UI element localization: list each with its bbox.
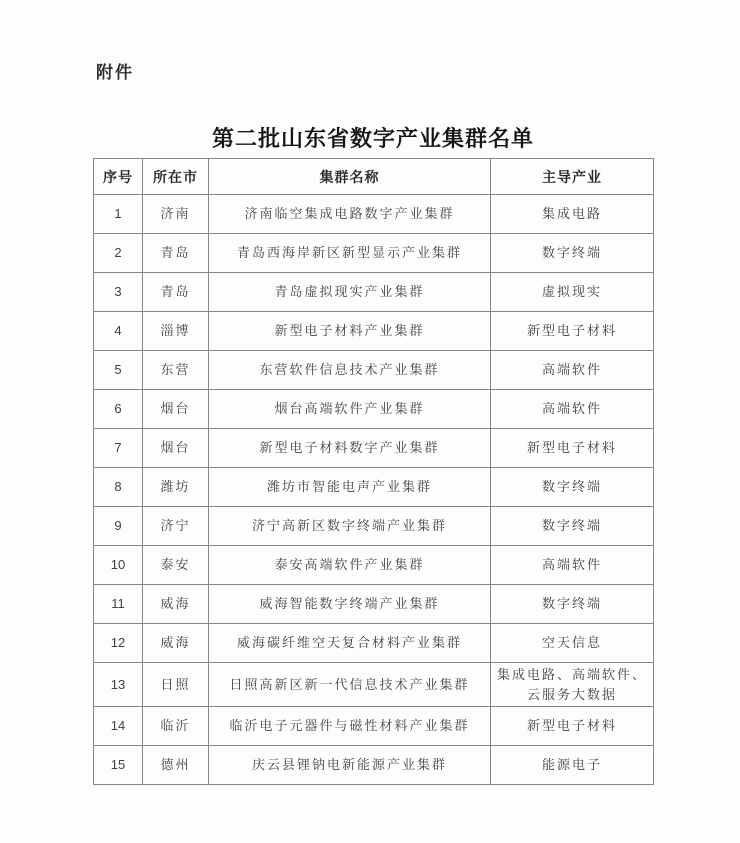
row-city: 烟台 [143,390,209,429]
row-no: 2 [94,234,143,273]
clusters-table [93,158,654,785]
col-header-cluster: 集群名称 [209,159,491,195]
row-industry: 集成电路、高端软件、云服务大数据 [491,663,654,707]
row-cluster: 青岛西海岸新区新型显示产业集群 [209,234,491,273]
row-industry: 集成电路 [491,195,654,234]
row-no: 13 [94,663,143,707]
table-row [94,468,654,507]
row-no: 5 [94,351,143,390]
row-cluster: 庆云县锂钠电新能源产业集群 [209,746,491,785]
row-cluster: 东营软件信息技术产业集群 [209,351,491,390]
row-industry: 数字终端 [491,507,654,546]
table-row [94,546,654,585]
table-row [94,663,654,707]
row-cluster: 潍坊市智能电声产业集群 [209,468,491,507]
row-city: 青岛 [143,273,209,312]
table-row [94,507,654,546]
row-industry: 新型电子材料 [491,312,654,351]
row-cluster: 临沂电子元器件与磁性材料产业集群 [209,707,491,746]
table-row [94,390,654,429]
table-row [94,585,654,624]
row-industry: 高端软件 [491,351,654,390]
row-no: 15 [94,746,143,785]
row-industry: 新型电子材料 [491,429,654,468]
header-row [94,159,654,195]
row-industry: 虚拟现实 [491,273,654,312]
row-city: 日照 [143,663,209,707]
row-cluster: 泰安高端软件产业集群 [209,546,491,585]
row-industry: 新型电子材料 [491,707,654,746]
row-city: 济南 [143,195,209,234]
row-no: 10 [94,546,143,585]
row-city: 济宁 [143,507,209,546]
table-row [94,195,654,234]
row-city: 淄博 [143,312,209,351]
col-header-city: 所在市 [143,159,209,195]
row-cluster: 济宁高新区数字终端产业集群 [209,507,491,546]
row-cluster: 威海智能数字终端产业集群 [209,585,491,624]
table-row [94,429,654,468]
row-city: 泰安 [143,546,209,585]
row-city: 德州 [143,746,209,785]
row-cluster: 威海碳纤维空天复合材料产业集群 [209,624,491,663]
row-city: 威海 [143,624,209,663]
table-body [94,195,654,785]
row-cluster: 新型电子材料数字产业集群 [209,429,491,468]
row-cluster: 济南临空集成电路数字产业集群 [209,195,491,234]
row-no: 9 [94,507,143,546]
row-cluster: 烟台高端软件产业集群 [209,390,491,429]
table-row [94,273,654,312]
row-cluster: 青岛虚拟现实产业集群 [209,273,491,312]
row-industry: 空天信息 [491,624,654,663]
row-no: 3 [94,273,143,312]
row-cluster: 日照高新区新一代信息技术产业集群 [209,663,491,707]
row-city: 临沂 [143,707,209,746]
row-industry: 数字终端 [491,468,654,507]
table-row [94,746,654,785]
row-no: 12 [94,624,143,663]
row-cluster: 新型电子材料产业集群 [209,312,491,351]
row-no: 11 [94,585,143,624]
table-row [94,707,654,746]
table-row [94,312,654,351]
table-row [94,351,654,390]
row-city: 烟台 [143,429,209,468]
col-header-industry: 主导产业 [491,159,654,195]
page-title: 第二批山东省数字产业集群名单 [211,126,534,151]
row-no: 14 [94,707,143,746]
row-no: 6 [94,390,143,429]
row-city: 东营 [143,351,209,390]
row-industry: 高端软件 [491,390,654,429]
row-industry: 数字终端 [491,234,654,273]
row-city: 潍坊 [143,468,209,507]
row-no: 8 [94,468,143,507]
table-row [94,234,654,273]
row-no: 4 [94,312,143,351]
row-no: 1 [94,195,143,234]
row-industry: 能源电子 [491,746,654,785]
row-no: 7 [94,429,143,468]
row-industry: 高端软件 [491,546,654,585]
attachment-label: 附件 [96,63,134,82]
col-header-no: 序号 [94,159,143,195]
row-city: 青岛 [143,234,209,273]
row-city: 威海 [143,585,209,624]
row-industry: 数字终端 [491,585,654,624]
table-row [94,624,654,663]
